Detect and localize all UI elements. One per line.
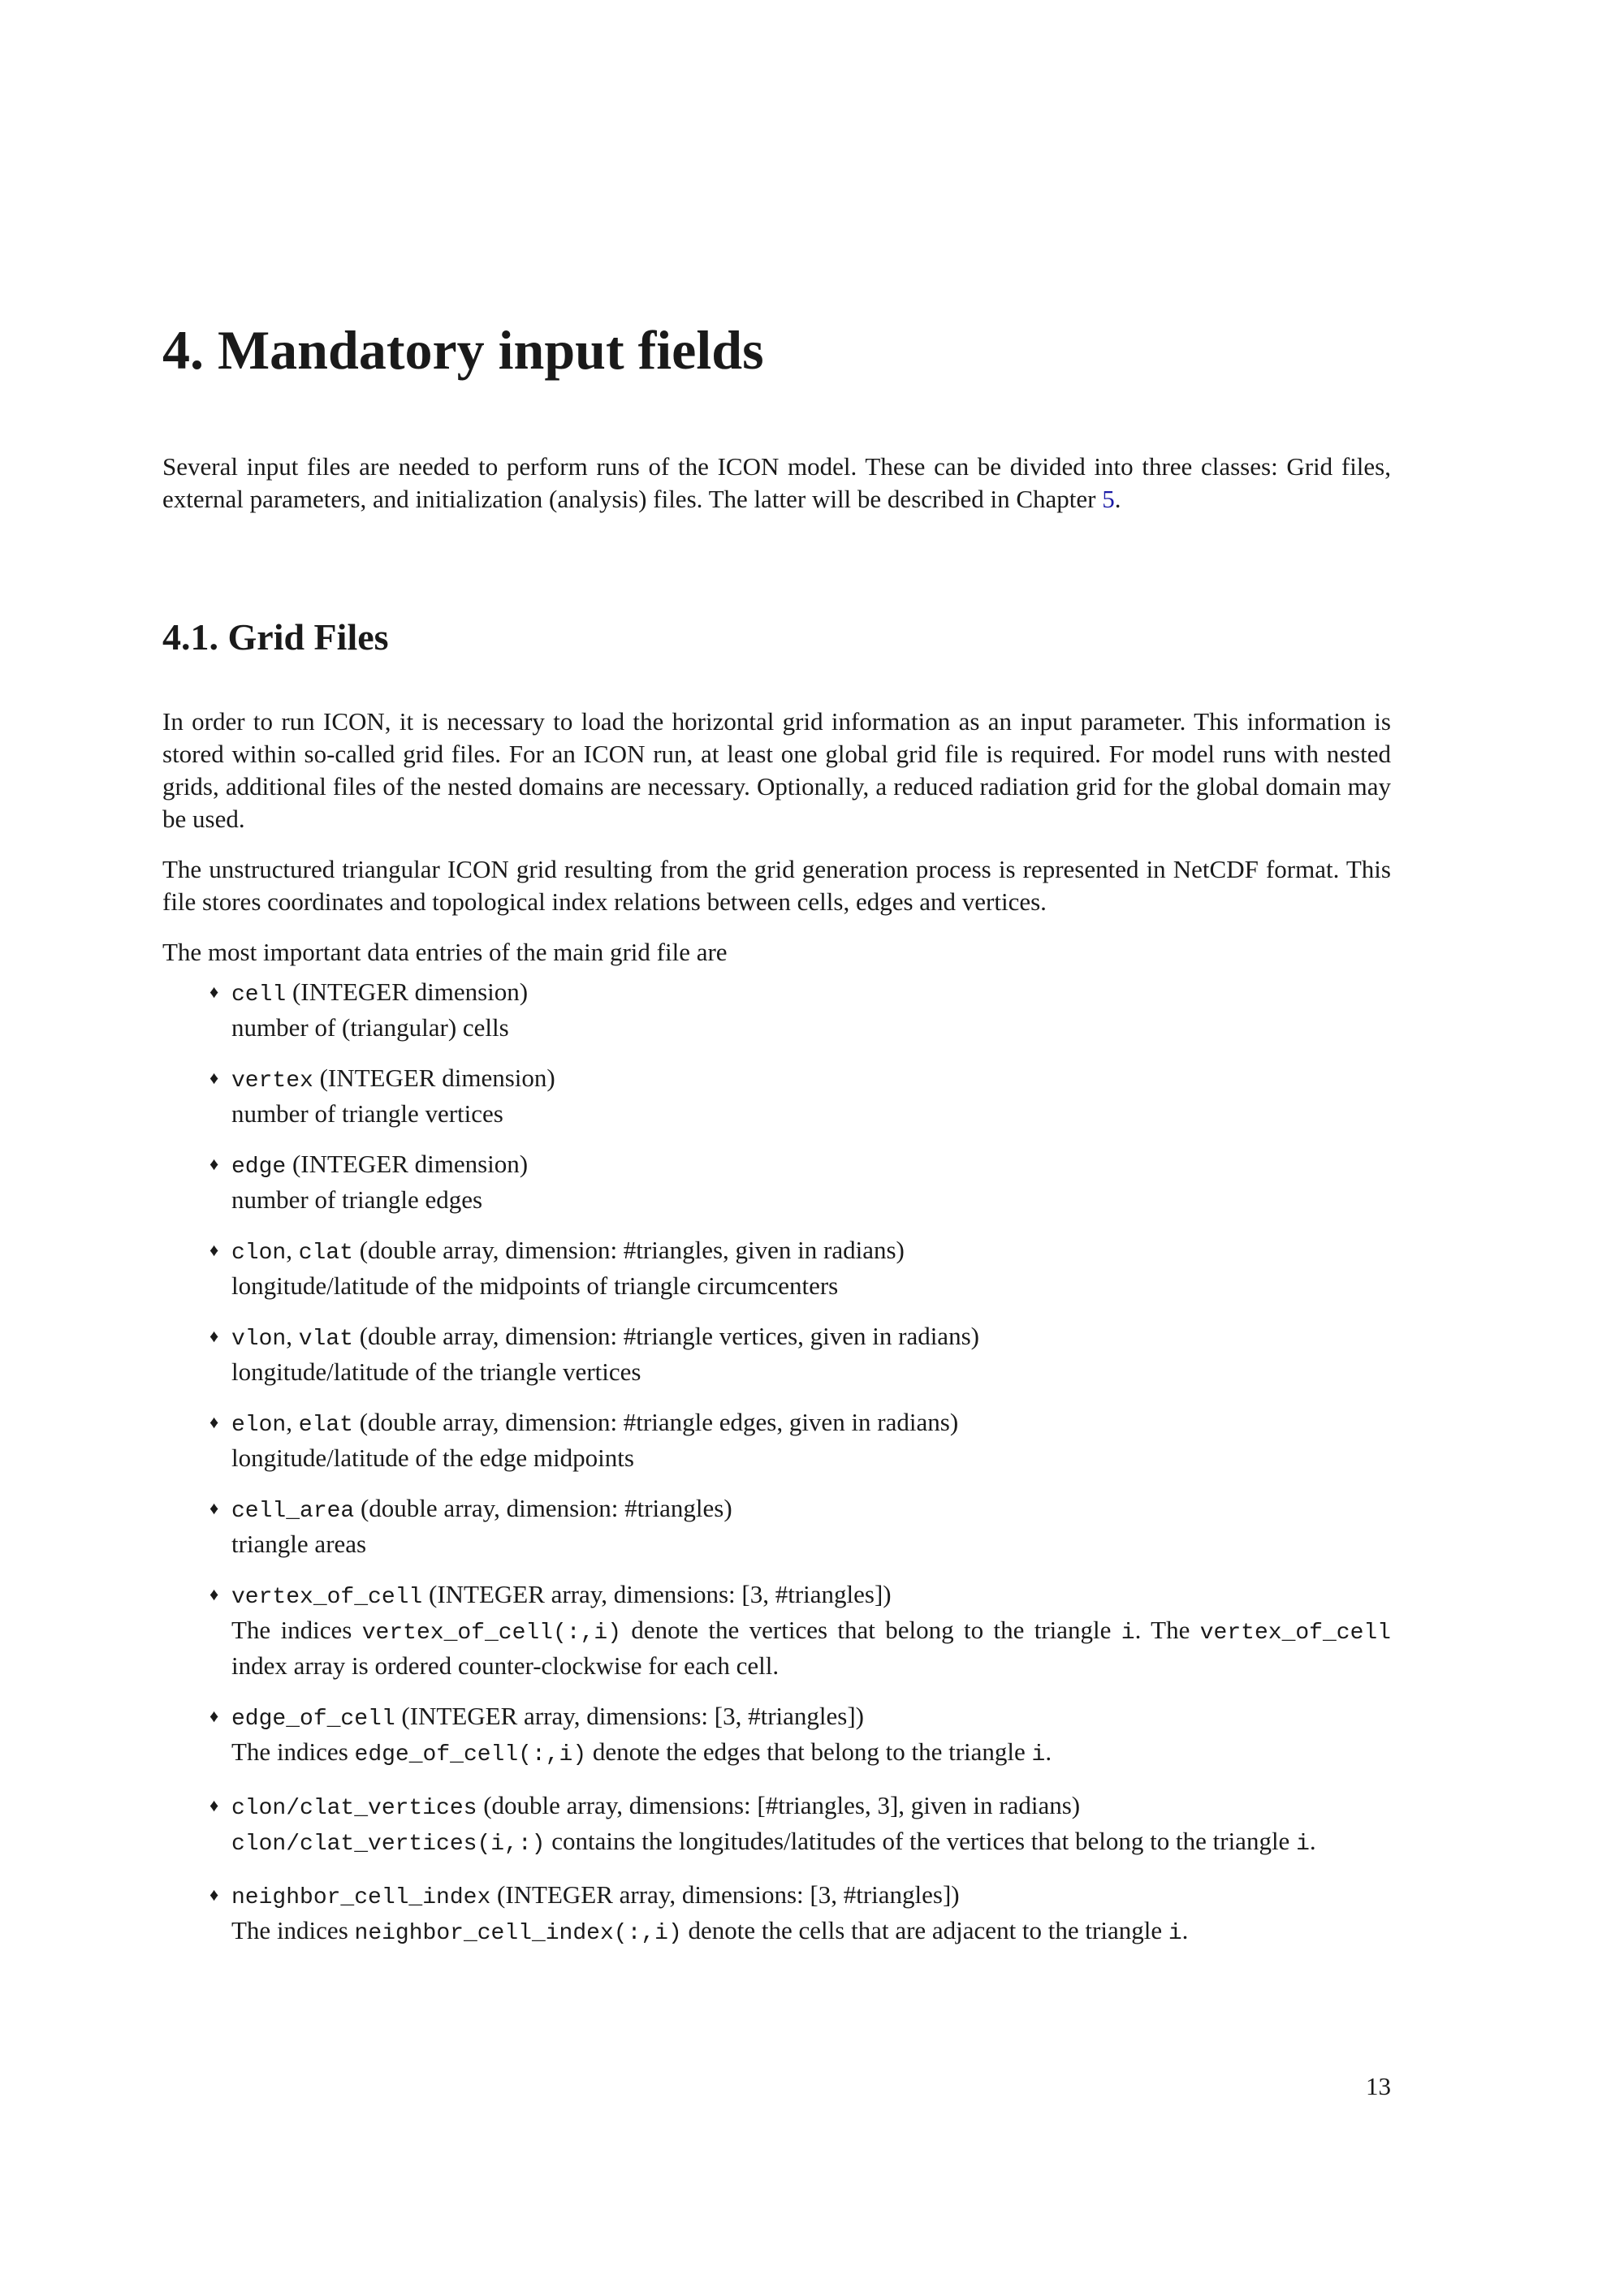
list-item bbox=[162, 1578, 1391, 1682]
bullet-icon: ♦ bbox=[209, 1240, 219, 1260]
text-run: number of (triangular) cells bbox=[231, 1013, 509, 1042]
code-token: vertex bbox=[231, 1068, 313, 1094]
text-run: The indices bbox=[231, 1616, 362, 1644]
text-run: , bbox=[286, 1322, 299, 1350]
code-token: clon/clat_vertices bbox=[231, 1796, 477, 1821]
section-title: 4.1. Grid Files bbox=[162, 616, 389, 658]
text-run: longitude/latitude of the midpoints of triangle circumcenters bbox=[231, 1271, 839, 1300]
text-run: index array is ordered counter-clockwise for each cell. bbox=[231, 1651, 780, 1680]
code-token: i bbox=[1168, 1921, 1182, 1946]
entry-type: (INTEGER dimension) bbox=[313, 1064, 555, 1092]
paragraph: The unstructured triangular ICON grid resulting from the grid generation process is represented in NetCDF format. This file stores coordinates and topological index relations between cells, edges and vertices. bbox=[162, 855, 1391, 916]
code-token: edge_of_cell(:,i) bbox=[354, 1742, 587, 1767]
list-item bbox=[162, 1492, 1391, 1560]
intro-paragraph bbox=[162, 451, 1391, 516]
code-token: edge_of_cell bbox=[231, 1707, 395, 1732]
text-run: longitude/latitude of the edge midpoints bbox=[231, 1444, 634, 1472]
entry-type: (double array, dimension: #triangles, given in radians) bbox=[352, 1236, 905, 1264]
text-run: . bbox=[1181, 1916, 1189, 1944]
code-token: vlon bbox=[231, 1327, 287, 1352]
list-item bbox=[162, 1320, 1391, 1388]
code-token: clon/clat_vertices(i,:) bbox=[231, 1832, 546, 1857]
intro-text-end: . bbox=[1114, 485, 1121, 513]
text-run: denote the edges that belong to the triangle bbox=[586, 1737, 1032, 1766]
entry-type: (INTEGER dimension) bbox=[286, 978, 529, 1006]
code-token: vertex_of_cell(:,i) bbox=[361, 1621, 622, 1646]
code-token: vlat bbox=[298, 1327, 353, 1352]
code-token: i bbox=[1296, 1832, 1310, 1857]
bullet-icon: ♦ bbox=[209, 1706, 219, 1726]
text-run: The indices bbox=[231, 1916, 355, 1944]
bullet-icon: ♦ bbox=[209, 1498, 219, 1518]
code-token: clat bbox=[298, 1241, 353, 1266]
bullet-icon: ♦ bbox=[209, 1412, 219, 1432]
entry-type: (double array, dimension: #triangles) bbox=[354, 1494, 732, 1522]
page-number: 13 bbox=[1366, 2072, 1391, 2100]
entry-type: (INTEGER array, dimensions: [3, #triangles]) bbox=[422, 1580, 892, 1608]
list-item bbox=[162, 1789, 1391, 1861]
text-run: denote the vertices that belong to the triangle bbox=[621, 1616, 1121, 1644]
list-item bbox=[162, 1879, 1391, 1950]
bullet-icon: ♦ bbox=[209, 1884, 219, 1905]
bullet-icon: ♦ bbox=[209, 1154, 219, 1174]
paragraph: In order to run ICON, it is necessary to load the horizontal grid information as an input parameter. This information is stored within so-called grid files. For an ICON run, at least one global grid file is required. For model runs with nested grids, additional files of the nested domains are necessary. Optionally, a reduced radiation grid for the global domain may be used. bbox=[162, 707, 1391, 833]
list-item bbox=[162, 1062, 1391, 1130]
text-run: number of triangle edges bbox=[231, 1185, 483, 1214]
code-token: cell bbox=[231, 982, 287, 1008]
code-token: vertex_of_cell bbox=[1199, 1621, 1391, 1646]
text-run: denote the cells that are adjacent to the triangle bbox=[681, 1916, 1168, 1944]
code-token: elon bbox=[231, 1413, 287, 1438]
entry-type: (INTEGER dimension) bbox=[286, 1150, 529, 1178]
list-item bbox=[162, 1406, 1391, 1474]
text-run: The indices bbox=[231, 1737, 355, 1766]
text-run: contains the longitudes/latitudes of the vertices that belong to the triangle bbox=[545, 1827, 1297, 1855]
bullet-icon: ♦ bbox=[209, 1584, 219, 1604]
text-run: longitude/latitude of the triangle vertices bbox=[231, 1357, 641, 1386]
code-token: vertex_of_cell bbox=[231, 1585, 423, 1610]
text-run: number of triangle vertices bbox=[231, 1099, 503, 1128]
entry-type: (double array, dimension: #triangle edges, given in radians) bbox=[352, 1408, 959, 1436]
text-run: . bbox=[1045, 1737, 1052, 1766]
grid-entries-list bbox=[162, 976, 1391, 1950]
chapter-title: 4. Mandatory input fields bbox=[162, 319, 764, 381]
bullet-icon: ♦ bbox=[209, 1326, 219, 1346]
code-token: edge bbox=[231, 1154, 287, 1180]
section-body bbox=[162, 706, 1391, 1968]
code-token: cell_area bbox=[231, 1499, 355, 1524]
intro-text: Several input files are needed to perform runs of the ICON model. These can be divided into three classes: Grid files, external parameters, and initialization (analysis) files. The latter will be described in Chapter bbox=[162, 452, 1391, 513]
entry-type: (double array, dimensions: [#triangles, 3], given in radians) bbox=[477, 1791, 1081, 1819]
paragraph: The most important data entries of the main grid file are bbox=[162, 938, 728, 966]
code-token: neighbor_cell_index bbox=[231, 1885, 491, 1910]
code-token: neighbor_cell_index(:,i) bbox=[354, 1921, 682, 1946]
code-token: elat bbox=[298, 1413, 353, 1438]
text-run: , bbox=[286, 1408, 299, 1436]
bullet-icon: ♦ bbox=[209, 1795, 219, 1815]
list-item bbox=[162, 1148, 1391, 1216]
entry-type: (INTEGER array, dimensions: [3, #triangles]) bbox=[395, 1702, 865, 1730]
bullet-icon: ♦ bbox=[209, 982, 219, 1002]
code-token: clon bbox=[231, 1241, 287, 1266]
bullet-icon: ♦ bbox=[209, 1068, 219, 1088]
text-run: , bbox=[286, 1236, 299, 1264]
chapter-5-link[interactable]: 5 bbox=[1102, 485, 1115, 513]
text-run: triangle areas bbox=[231, 1530, 367, 1558]
code-token: i bbox=[1031, 1742, 1046, 1767]
code-token: i bbox=[1121, 1621, 1135, 1646]
list-item bbox=[162, 1700, 1391, 1772]
list-item bbox=[162, 1234, 1391, 1302]
entry-type: (double array, dimension: #triangle vertices, given in radians) bbox=[352, 1322, 979, 1350]
list-item bbox=[162, 976, 1391, 1044]
text-run: . bbox=[1309, 1827, 1316, 1855]
entry-type: (INTEGER array, dimensions: [3, #triangles]) bbox=[490, 1880, 960, 1909]
text-run: . The bbox=[1134, 1616, 1200, 1644]
